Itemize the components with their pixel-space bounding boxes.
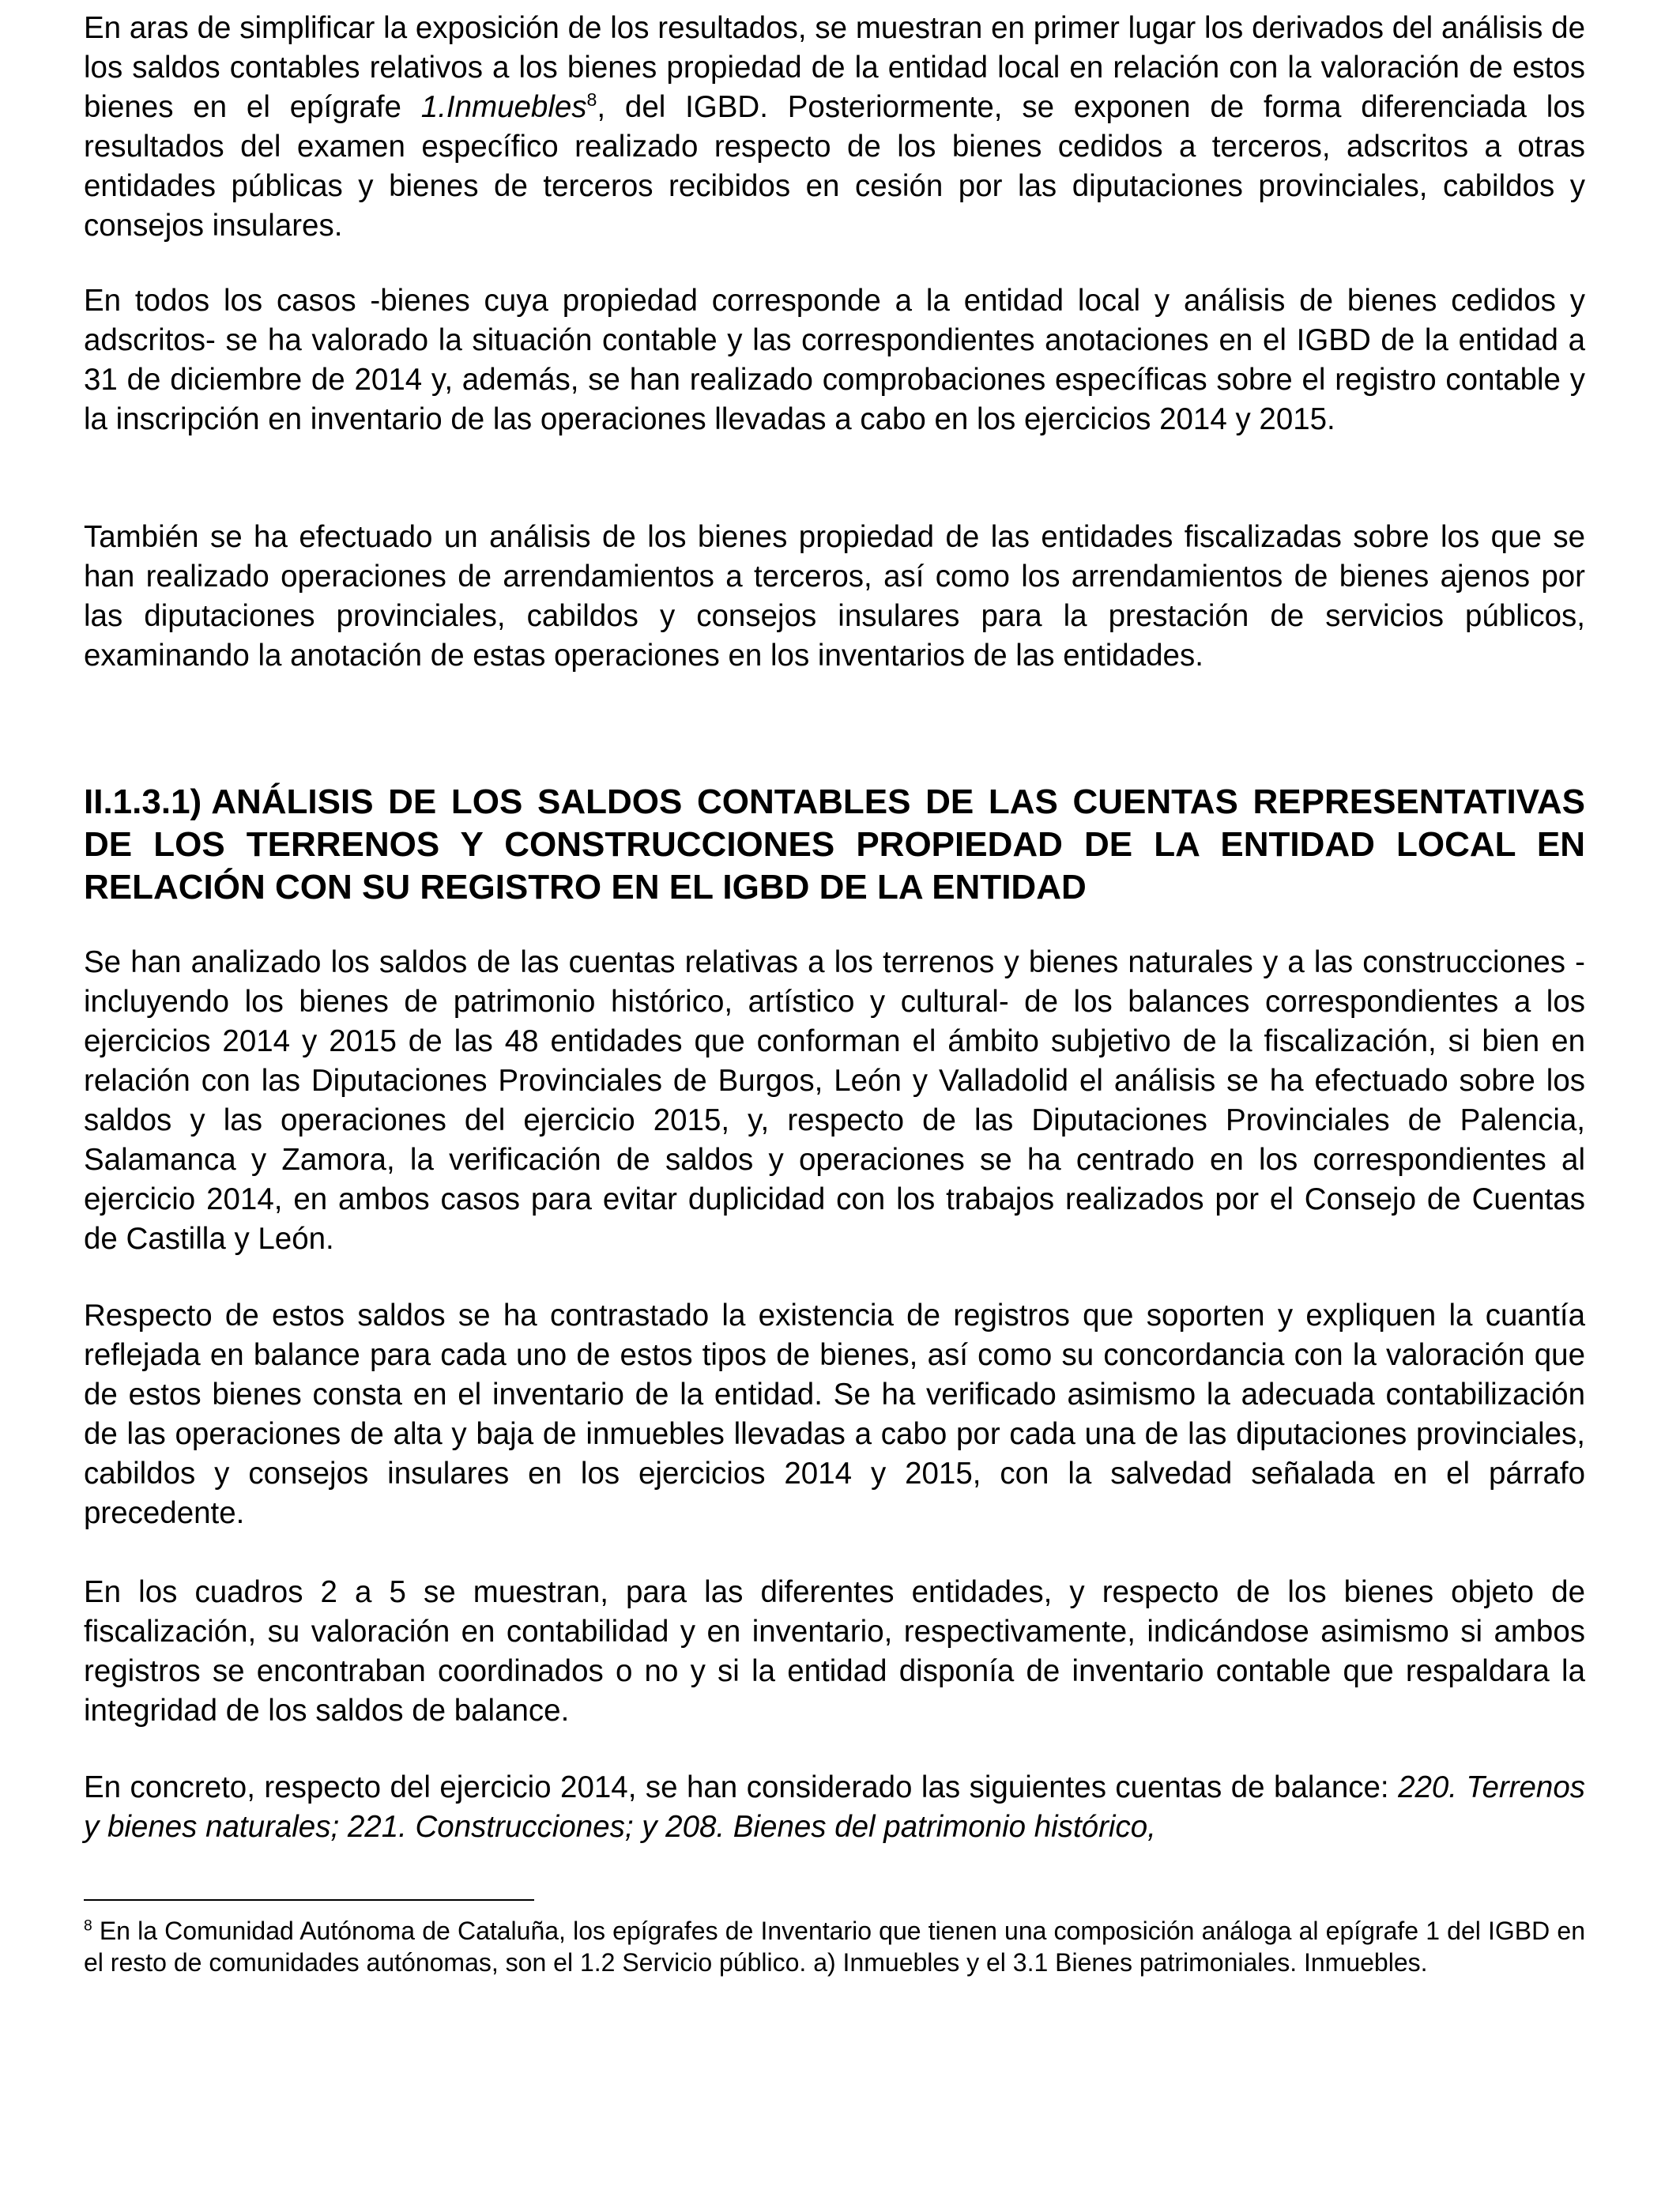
- paragraph-accounts-2014-italic: 220. Terrenos y bienes naturales; 221. Construcciones; y 208. Bienes del patrimonio histórico,: [84, 1770, 1585, 1844]
- paragraph-registry-contrast: Respecto de estos saldos se ha contrastado la existencia de registros que soporten y expliquen la cuantía reflejada en balance para cada uno de estos tipos de bienes, así como su concordancia con la valoración que de estos bienes consta en el inventario de la entidad. Se ha verificado asimismo la adecuada contabilización de las operaciones de alta y baja de inmuebles llevadas a cabo por cada una de las diputaciones provinciales, cabildos y consejos insulares en los ejercicios 2014 y 2015, con la salvedad señalada en el párrafo precedente.: [84, 1299, 1585, 1530]
- paragraph-intro-text: En aras de simplificar la exposición de los resultados, se muestran en primer lugar los derivados del análisis de los saldos contables relativos a los bienes propiedad de la entidad local en relación con la valoración de estos bienes en el epígrafe: [84, 11, 1585, 124]
- epigraph-inmuebles: 1.Inmuebles: [420, 90, 587, 124]
- footnote-mark: 8: [84, 1917, 92, 1935]
- paragraph-intro: [84, 9, 1585, 246]
- paragraph-tables-2-5: En los cuadros 2 a 5 se muestran, para las diferentes entidades, y respecto de los bienes objeto de fiscalización, su valoración en contabilidad y en inventario, respectivamente, indicándose asimismo si ambos registros se encontraban coordinados o no y si la entidad disponía de inventario contable que respaldara la integridad de los saldos de balance.: [84, 1575, 1585, 1728]
- paragraph-intro-continuation: , del IGBD. Posteriormente, se exponen de forma diferenciada los resultados del examen específico realizado respecto de los bienes cedidos a terceros, adscritos a otras entidades públicas y bienes de terceros recibidos en cesión por las diputaciones provinciales, cabildos y consejos insulares.: [84, 90, 1585, 243]
- footnote-8: [84, 1915, 1585, 1978]
- paragraph-accounts-2014: [84, 1768, 1585, 1847]
- paragraph-leases: También se ha efectuado un análisis de los bienes propiedad de las entidades fiscalizadas sobre los que se han realizado operaciones de arrendamientos a terceros, así como los arrendamientos de bienes ajenos por las diputaciones provinciales, cabildos y consejos insulares para la prestación de servicios públicos, examinando la anotación de estas operaciones en los inventarios de las entidades.: [84, 520, 1585, 673]
- section-heading-title: ANÁLISIS DE LOS SALDOS CONTABLES DE LAS CUENTAS REPRESENTATIVAS DE LOS TERRENOS Y CONSTRUCCIONES PROPIEDAD DE LA ENTIDAD LOCAL EN RELACIÓN CON SU REGISTRO EN EL IGBD DE LA ENTIDAD: [84, 782, 1585, 907]
- footnote-reference-8: 8: [586, 89, 597, 111]
- paragraph-all-cases: En todos los casos -bienes cuya propiedad corresponde a la entidad local y análisis de bienes cedidos y adscritos- se ha valorado la situación contable y las correspondientes anotaciones en el IGBD de la entidad a 31 de diciembre de 2014 y, además, se han realizado comprobaciones específicas sobre el registro contable y la inscripción en inventario de las operaciones llevadas a cabo en los ejercicios 2014 y 2015.: [84, 284, 1585, 436]
- section-heading-number: II.1.3.1): [84, 782, 202, 821]
- footnote-text: En la Comunidad Autónoma de Cataluña, los epígrafes de Inventario que tienen una composición análoga al epígrafe 1 del IGBD en el resto de comunidades autónomas, son el 1.2 Servicio público. a) Inmuebles y el 3.1 Bienes patrimoniales. Inmuebles.: [84, 1917, 1585, 1977]
- paragraph-accounts-2014-text: En concreto, respecto del ejercicio 2014, se han considerado las siguientes cuentas de balance:: [84, 1770, 1399, 1804]
- section-heading: [84, 781, 1585, 909]
- paragraph-balances-analysis: Se han analizado los saldos de las cuentas relativas a los terrenos y bienes naturales y a las construcciones -incluyendo los bienes de patrimonio histórico, artístico y cultural- de los balances correspondientes a los ejercicios 2014 y 2015 de las 48 entidades que conforman el ámbito subjetivo de la fiscalización, si bien en relación con las Diputaciones Provinciales de Burgos, León y Valladolid el análisis se ha efectuado sobre los saldos y las operaciones del ejercicio 2015, y, respecto de las Diputaciones Provinciales de Palencia, Salamanca y Zamora, la verificación de saldos y operaciones se ha centrado en los correspondientes al ejercicio 2014, en ambos casos para evitar duplicidad con los trabajos realizados por el Consejo de Cuentas de Castilla y León.: [84, 945, 1585, 1256]
- footnote-separator: [84, 1899, 534, 1901]
